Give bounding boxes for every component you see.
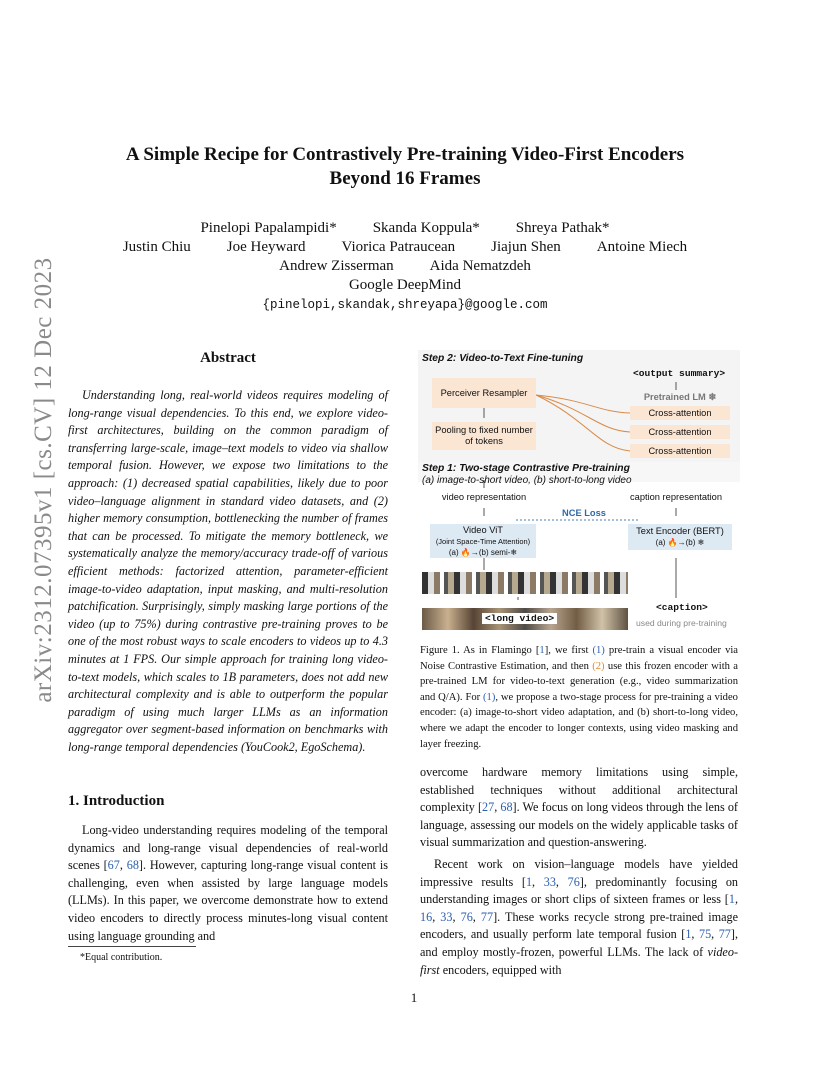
pooling-box: Pooling to fixed number of tokens — [432, 422, 536, 450]
intro-heading: 1. Introduction — [68, 793, 165, 809]
citation-link[interactable]: 1 — [539, 645, 545, 656]
step1-title: Step 1: Two-stage Contrastive Pre-training — [422, 463, 630, 474]
citation-link[interactable]: 33 — [543, 874, 556, 889]
citation-link[interactable]: 68 — [126, 858, 139, 873]
author-row-2: Justin Chiu Joe Heyward Viorica Patraucean Jiajun Shen Antoine Miech — [122, 239, 688, 255]
citation-link[interactable]: 33 — [440, 909, 453, 924]
step2-title: Step 2: Video-to-Text Fine-tuning — [422, 353, 584, 364]
footnote: *Equal contribution. — [80, 952, 163, 963]
step1-subtitle: (a) image-to-short video, (b) short-to-long video — [422, 475, 632, 486]
citation-link[interactable]: 67 — [107, 858, 120, 873]
masked-video-patches — [422, 572, 628, 594]
citation-link[interactable]: 1 — [525, 874, 533, 889]
pretrained-lm-label: Pretrained LM ❄ — [643, 391, 717, 402]
citation-link[interactable]: 76 — [567, 874, 580, 889]
paper-title: A Simple Recipe for Contrastively Pre-training Video-First Encoders Beyond 16 Frames — [125, 144, 685, 189]
video-vit-box: Video ViT (Joint Space-Time Attention) (a) 🔥→(b) semi-❄ — [430, 524, 536, 558]
affiliation: Google DeepMind — [348, 277, 462, 293]
caption-tag: <caption> — [656, 602, 708, 613]
citation-link[interactable]: 1 — [685, 927, 692, 942]
figure-caption: Figure 1. As in Flamingo [1], we first (1) pre-train a visual encoder via Noise Contrastive Estimation, and then (2) use this frozen encoder with a pre-trained LM for video-to-text generation (e.g., video summarization and Q/A). For (1), we propose a two-stage process for pre-training a video encoder: (a) image-to-short video adaptation, and (b) short-to-long video, where we adapt the encoder to longer contexts, using video masking and layer freezing. — [420, 645, 739, 750]
right-column-text — [420, 764, 738, 979]
page-number: 1 — [410, 990, 418, 1005]
nce-loss-label: NCE Loss — [562, 508, 606, 518]
step-ref-1[interactable]: (1) — [592, 645, 605, 656]
citation-link[interactable]: 68 — [500, 800, 513, 815]
cross-attention-box-2: Cross-attention — [630, 425, 730, 439]
author-list — [80, 219, 730, 295]
citation-link[interactable]: 75 — [698, 927, 712, 942]
video-representation-label: video representation — [441, 492, 527, 502]
footnote-divider — [68, 946, 196, 947]
step-ref-2[interactable]: (2) — [592, 660, 605, 672]
step-ref-1b[interactable]: (1) — [483, 691, 496, 703]
citation-link[interactable]: 77 — [718, 927, 731, 942]
long-video-tag: <long video> — [482, 613, 557, 624]
citation-link[interactable]: 77 — [480, 909, 494, 924]
cross-attention-box-1: Cross-attention — [630, 406, 730, 420]
paragraph-2: Recent work on vision–language models have yielded impressive results [1, 33, 76], predominantly focusing on understanding images or short clips of sixteen frames or less [1, 16, 33, 76, 77]. These works recycle strong pre-trained image encoders, and usually perform late temporal fusion [1, 75, 77], and employ mostly-frozen, powerful LLMs. The lack of video-first encoders, equipped with — [420, 856, 739, 977]
intro-text: Long-video understanding requires modeling of the temporal dynamics and long-range visual dependencies of real-world scenes [67, 68]. However, capturing long-range visual content is challenging, even when assisted by large language models (LLMs). In this paper, we overcome demonstrate how to extend video encoders to directly process minutes-long visual content using language grounding and — [68, 823, 388, 943]
author-row-3: Andrew Zisserman Aida Nematzdeh — [279, 258, 531, 274]
citation-link[interactable]: 16 — [420, 909, 433, 924]
used-during-pretraining-note: used during pre-training — [636, 618, 727, 628]
citation-link[interactable]: 27 — [482, 800, 495, 815]
arxiv-sidebar-stamp: arXiv:2312.07395v1 [cs.CV] 12 Dec 2023 — [30, 257, 57, 703]
output-summary-tag: <output summary> — [633, 368, 726, 379]
figure-1 — [418, 350, 740, 635]
author-email: {pinelopi,skandak,shreyapa}@google.com — [262, 298, 548, 312]
citation-link[interactable]: 1 — [728, 892, 735, 907]
author-row-1: Pinelopi Papalampidi* Skanda Koppula* Shreya Pathak* — [200, 220, 610, 236]
text-encoder-box: Text Encoder (BERT) (a) 🔥→(b) ❄ — [628, 524, 732, 550]
cross-attention-box-3: Cross-attention — [630, 444, 730, 458]
perceiver-resampler-box: Perceiver Resampler — [432, 378, 536, 408]
caption-representation-label: caption representation — [630, 492, 722, 502]
paragraph-1: overcome hardware memory limitations using simple, established techniques without additional architectural complexity [27, 68]. We focus on long videos through the lens of language, assessing our models on the widely applicable tasks of visual summarization and question-answering. — [420, 765, 738, 850]
abstract-text: Understanding long, real-world videos requires modeling of long-range visual dependencies. To this end, we explore video-first architectures, building on the common paradigm of transferring large-scale, image–text models to video via shallow temporal fusion. However, we expose two limitations to the approach: (1) decreased spatial capabilities, likely due to poor video–language alignment in standard video datasets, and (2) higher memory consumption, bottlenecking the number of frames that can be processed. To mitigate the memory bottleneck, we systematically analyze the memory/accuracy trade-off of various efficient methods: factorized attention, parameter-efficient image-to-video adaptation, input masking, and multi-resolution patchification. Surprisingly, simply masking large portions of the video (up to 75%) during contrastive pre-training proves to be one of the most robust ways to scale encoders to videos up to 4.3 minutes at 1 FPS. Our simple approach for training long video-to-text models, which scales to 1B parameters, does not add new architectural complexity and is able to outperform the popular paradigm of using much larger LLMs as an information aggregator over segment-based information on benchmarks with long-range temporal dependencies (YouCook2, EgoSchema). — [68, 388, 388, 754]
citation-link[interactable]: 76 — [460, 909, 473, 924]
abstract-heading: Abstract — [200, 350, 256, 366]
